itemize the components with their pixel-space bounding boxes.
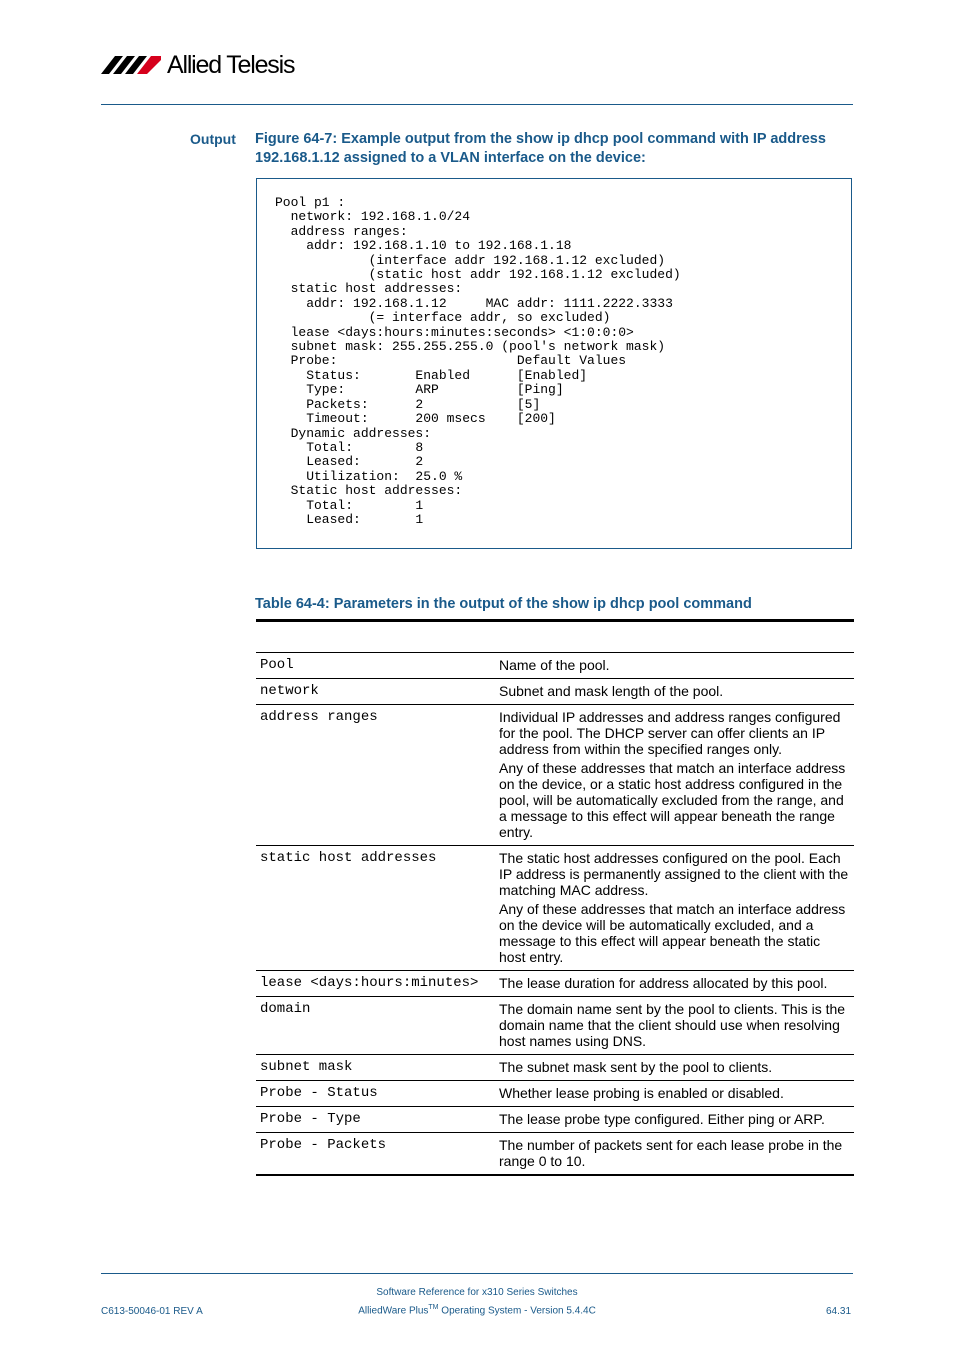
description-paragraph: The subnet mask sent by the pool to clients. <box>499 1059 773 1075</box>
param-name: static host addresses <box>256 846 495 971</box>
code-output-box <box>256 178 852 549</box>
table-row <box>256 705 854 846</box>
param-description <box>495 1055 854 1081</box>
parameters-table <box>256 652 854 1176</box>
param-description <box>495 653 854 679</box>
param-name: lease <days:hours:minutes> <box>256 971 495 997</box>
table-row <box>256 971 854 997</box>
param-description <box>495 705 854 846</box>
table-row <box>256 1133 854 1176</box>
footer-doc-id: C613-50046-01 REV A <box>101 1306 203 1317</box>
description-paragraph: The lease probe type configured. Either ping or ARP. <box>499 1111 825 1127</box>
param-name: Probe - Status <box>256 1081 495 1107</box>
table-row <box>256 846 854 971</box>
table-caption: Table 64-4: Parameters in the output of the show ip dhcp pool command <box>255 596 752 612</box>
header-rule <box>101 104 853 105</box>
description-paragraph: The lease duration for address allocated by this pool. <box>499 975 828 991</box>
footer-trademark: TM <box>428 1304 439 1311</box>
table-row <box>256 1081 854 1107</box>
param-description <box>495 846 854 971</box>
description-paragraph: Any of these addresses that match an interface address on the device, or a static host address configured in the pool, will be automatically excluded from the range, and a message to this effect will appear beneath the range entry. <box>499 760 846 840</box>
param-description <box>495 1133 854 1176</box>
code-output: Pool p1 : network: 192.168.1.0/24 address ranges: addr: 192.168.1.10 to 192.168.1.18 (interface addr 192.168.1.12 excluded) (static host addr 192.168.1.12 excluded) static host addresses: addr: 192.168.1.12 MAC addr: 1111.2222.3333 (= interface addr, so excluded) lease <days:hours:minutes:seconds> <1:0:0:0> subnet mask: 255.255.255.0 (pool's network mask) Probe: Default Values Status: Enabled [Enabled] Type: ARP [Ping] Packets: 2 [5] Timeout: 200 msecs [200] Dynamic addresses: Total: 8 Leased: 2 Utilization: 25.0 % Static host addresses: Total: 1 Leased: 1 <box>275 195 681 527</box>
table-row <box>256 1107 854 1133</box>
description-paragraph: Whether lease probing is enabled or disabled. <box>499 1085 784 1101</box>
footer-product: AlliedWare Plus <box>358 1305 429 1317</box>
table-row <box>256 653 854 679</box>
description-paragraph: Name of the pool. <box>499 657 610 673</box>
description-paragraph: The domain name sent by the pool to clients. This is the domain name that the client should use when resolving host names using DNS. <box>499 1001 846 1049</box>
footer-rule <box>101 1273 853 1274</box>
param-description <box>495 679 854 705</box>
param-name: domain <box>256 997 495 1055</box>
footer-title-line2 <box>0 1304 954 1316</box>
description-paragraph: Any of these addresses that match an interface address on the device will be automatically excluded, and a message to this effect will appear beneath the static host entry. <box>499 901 846 965</box>
param-name: Probe - Packets <box>256 1133 495 1176</box>
param-name: Probe - Type <box>256 1107 495 1133</box>
param-description <box>495 1107 854 1133</box>
allied-telesis-logo-mark-icon <box>101 54 163 76</box>
param-name: Pool <box>256 653 495 679</box>
table-row <box>256 679 854 705</box>
description-paragraph: Individual IP addresses and address ranges configured for the pool. The DHCP server can offer clients an IP address from within the specified ranges only. <box>499 709 841 757</box>
output-label: Output <box>190 131 236 147</box>
param-name: address ranges <box>256 705 495 846</box>
description-paragraph: The static host addresses configured on the pool. Each IP address is permanently assigned to the client with the matching MAC address. <box>499 850 849 898</box>
param-name: network <box>256 679 495 705</box>
description-paragraph: The number of packets sent for each lease probe in the range 0 to 10. <box>499 1137 843 1169</box>
description-paragraph: Subnet and mask length of the pool. <box>499 683 724 699</box>
allied-telesis-logo <box>101 50 294 80</box>
logo-wordmark: Allied Telesis <box>167 50 295 79</box>
footer-title-line1: Software Reference for x310 Series Switches <box>376 1287 578 1298</box>
param-description <box>495 1081 854 1107</box>
table-row <box>256 1055 854 1081</box>
footer-version: Operating System - Version 5.4.4C <box>438 1305 596 1317</box>
footer-page-number: 64.31 <box>826 1306 852 1317</box>
figure-caption: Figure 64-7: Example output from the show ip dhcp pool command with IP address 192.168.1.12 assigned to a VLAN interface on the device: <box>255 131 826 166</box>
param-description <box>495 997 854 1055</box>
param-description <box>495 971 854 997</box>
table-top-rule <box>256 619 854 622</box>
table-row <box>256 997 854 1055</box>
param-name: subnet mask <box>256 1055 495 1081</box>
